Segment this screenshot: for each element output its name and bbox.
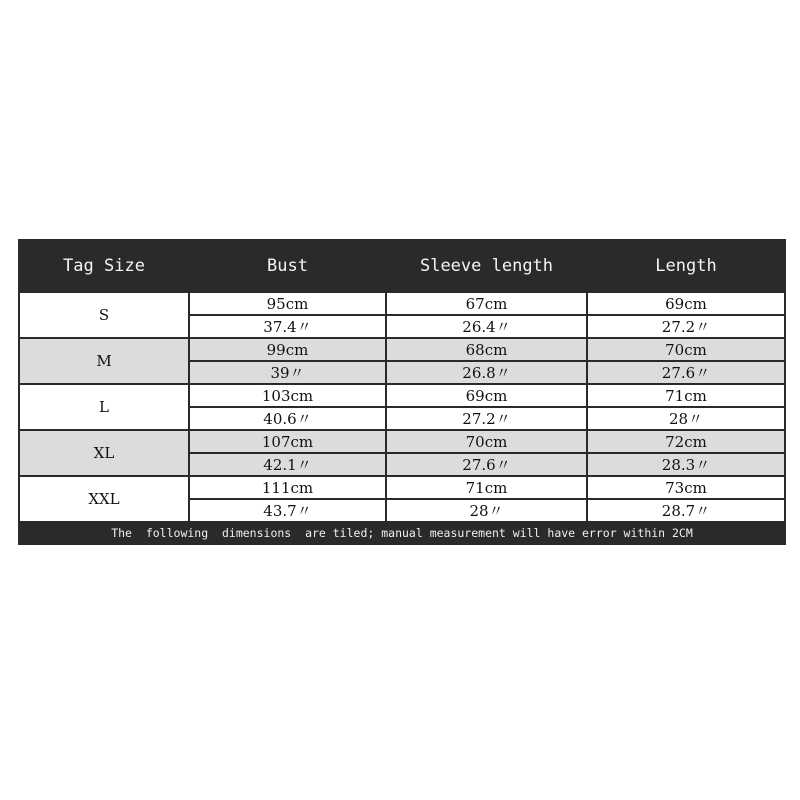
bust-cm: 111cm	[189, 476, 386, 499]
sleeve-cm: 67cm	[386, 292, 587, 315]
length-cm: 69cm	[587, 292, 785, 315]
size-chart-table	[18, 239, 786, 545]
table-header-row	[19, 240, 785, 292]
bust-inch: 42.1〃	[189, 453, 386, 476]
bust-inch: 40.6〃	[189, 407, 386, 430]
sleeve-inch: 28〃	[386, 499, 587, 522]
footer-row	[19, 522, 785, 544]
footer-note: The following dimensions are tiled; manual measurement will have error within 2CM	[19, 522, 785, 544]
length-cm: 70cm	[587, 338, 785, 361]
length-cm: 72cm	[587, 430, 785, 453]
bust-cm: 103cm	[189, 384, 386, 407]
length-inch: 27.6〃	[587, 361, 785, 384]
header-tag-size: Tag Size	[19, 240, 189, 292]
bust-cm: 107cm	[189, 430, 386, 453]
length-inch: 28.7〃	[587, 499, 785, 522]
sleeve-cm: 69cm	[386, 384, 587, 407]
header-bust: Bust	[189, 240, 386, 292]
size-label: L	[19, 384, 189, 430]
sleeve-cm: 68cm	[386, 338, 587, 361]
size-label: M	[19, 338, 189, 384]
sleeve-inch: 26.8〃	[386, 361, 587, 384]
length-cm: 73cm	[587, 476, 785, 499]
length-cm: 71cm	[587, 384, 785, 407]
length-inch: 27.2〃	[587, 315, 785, 338]
sleeve-cm: 71cm	[386, 476, 587, 499]
bust-inch: 43.7〃	[189, 499, 386, 522]
table-row	[19, 338, 785, 361]
bust-cm: 95cm	[189, 292, 386, 315]
length-inch: 28.3〃	[587, 453, 785, 476]
header-sleeve-length: Sleeve length	[386, 240, 587, 292]
table-row	[19, 430, 785, 453]
header-length: Length	[587, 240, 785, 292]
sleeve-inch: 26.4〃	[386, 315, 587, 338]
bust-cm: 99cm	[189, 338, 386, 361]
sleeve-cm: 70cm	[386, 430, 587, 453]
bust-inch: 39〃	[189, 361, 386, 384]
table-row	[19, 384, 785, 407]
sleeve-inch: 27.2〃	[386, 407, 587, 430]
size-label: XL	[19, 430, 189, 476]
table-row	[19, 476, 785, 499]
size-label: XXL	[19, 476, 189, 522]
bust-inch: 37.4〃	[189, 315, 386, 338]
size-label: S	[19, 292, 189, 338]
length-inch: 28〃	[587, 407, 785, 430]
sleeve-inch: 27.6〃	[386, 453, 587, 476]
table-row	[19, 292, 785, 315]
